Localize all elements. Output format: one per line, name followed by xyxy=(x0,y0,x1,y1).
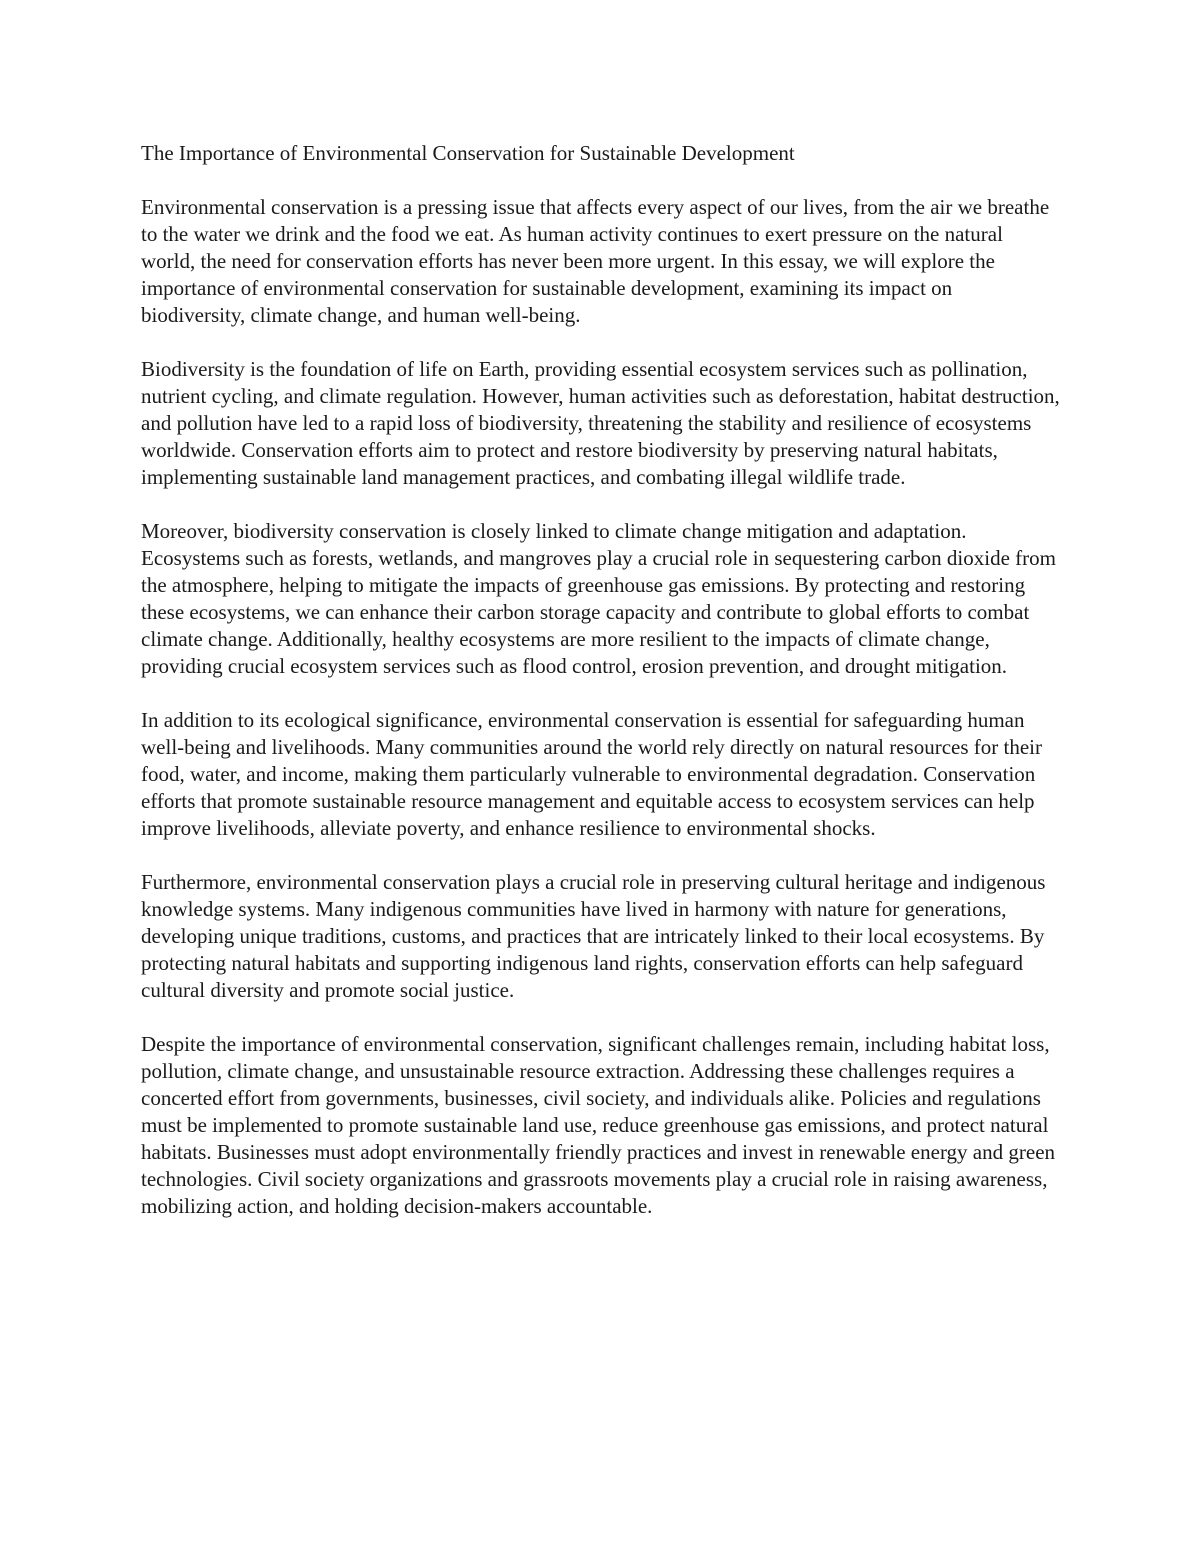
document-body xyxy=(141,140,1061,1220)
paragraph-challenges: Despite the importance of environmental conservation, significant challenges remain, including habitat loss, pollution, climate change, and unsustainable resource extraction. Addressing these challenges requires a concerted effort from governments, businesses, civil society, and individuals alike. Policies and regulations must be implemented to promote sustainable land use, reduce greenhouse gas emissions, and protect natural habitats. Businesses must adopt environmentally friendly practices and invest in renewable energy and green technologies. Civil society organizations and grassroots movements play a crucial role in raising awareness, mobilizing action, and holding decision-makers accountable. xyxy=(141,1032,1056,1218)
paragraph-human-well-being: In addition to its ecological significance, environmental conservation is essential for safeguarding human well-being and livelihoods. Many communities around the world rely directly on natural resources for their food, water, and income, making them particularly vulnerable to environmental degradation. Conservation efforts that promote sustainable resource management and equitable access to ecosystem services can help improve livelihoods, alleviate poverty, and enhance resilience to environmental shocks. xyxy=(141,708,1043,840)
paragraph-climate-change: Moreover, biodiversity conservation is closely linked to climate change mitigation and adaptation. Ecosystems such as forests, wetlands, and mangroves play a crucial role in sequestering carbon dioxide from the atmosphere, helping to mitigate the impacts of greenhouse gas emissions. By protecting and restoring these ecosystems, we can enhance their carbon storage capacity and contribute to global efforts to combat climate change. Additionally, healthy ecosystems are more resilient to the impacts of climate change, providing crucial ecosystem services such as flood control, erosion prevention, and drought mitigation. xyxy=(141,519,1056,678)
document-title: The Importance of Environmental Conservation for Sustainable Development xyxy=(141,141,795,165)
paragraph-cultural-heritage: Furthermore, environmental conservation plays a crucial role in preserving cultural heritage and indigenous knowledge systems. Many indigenous communities have lived in harmony with nature for generations, developing unique traditions, customs, and practices that are intricately linked to their local ecosystems. By protecting natural habitats and supporting indigenous land rights, conservation efforts can help safeguard cultural diversity and promote social justice. xyxy=(141,870,1046,1002)
paragraph-biodiversity: Biodiversity is the foundation of life on Earth, providing essential ecosystem services such as pollination, nutrient cycling, and climate regulation. However, human activities such as deforestation, habitat destruction, and pollution have led to a rapid loss of biodiversity, threatening the stability and resilience of ecosystems worldwide. Conservation efforts aim to protect and restore biodiversity by preserving natural habitats, implementing sustainable land management practices, and combating illegal wildlife trade. xyxy=(141,357,1060,489)
paragraph-introduction: Environmental conservation is a pressing issue that affects every aspect of our lives, from the air we breathe to the water we drink and the food we eat. As human activity continues to exert pressure on the natural world, the need for conservation efforts has never been more urgent. In this essay, we will explore the importance of environmental conservation for sustainable development, examining its impact on biodiversity, climate change, and human well-being. xyxy=(141,195,1050,327)
